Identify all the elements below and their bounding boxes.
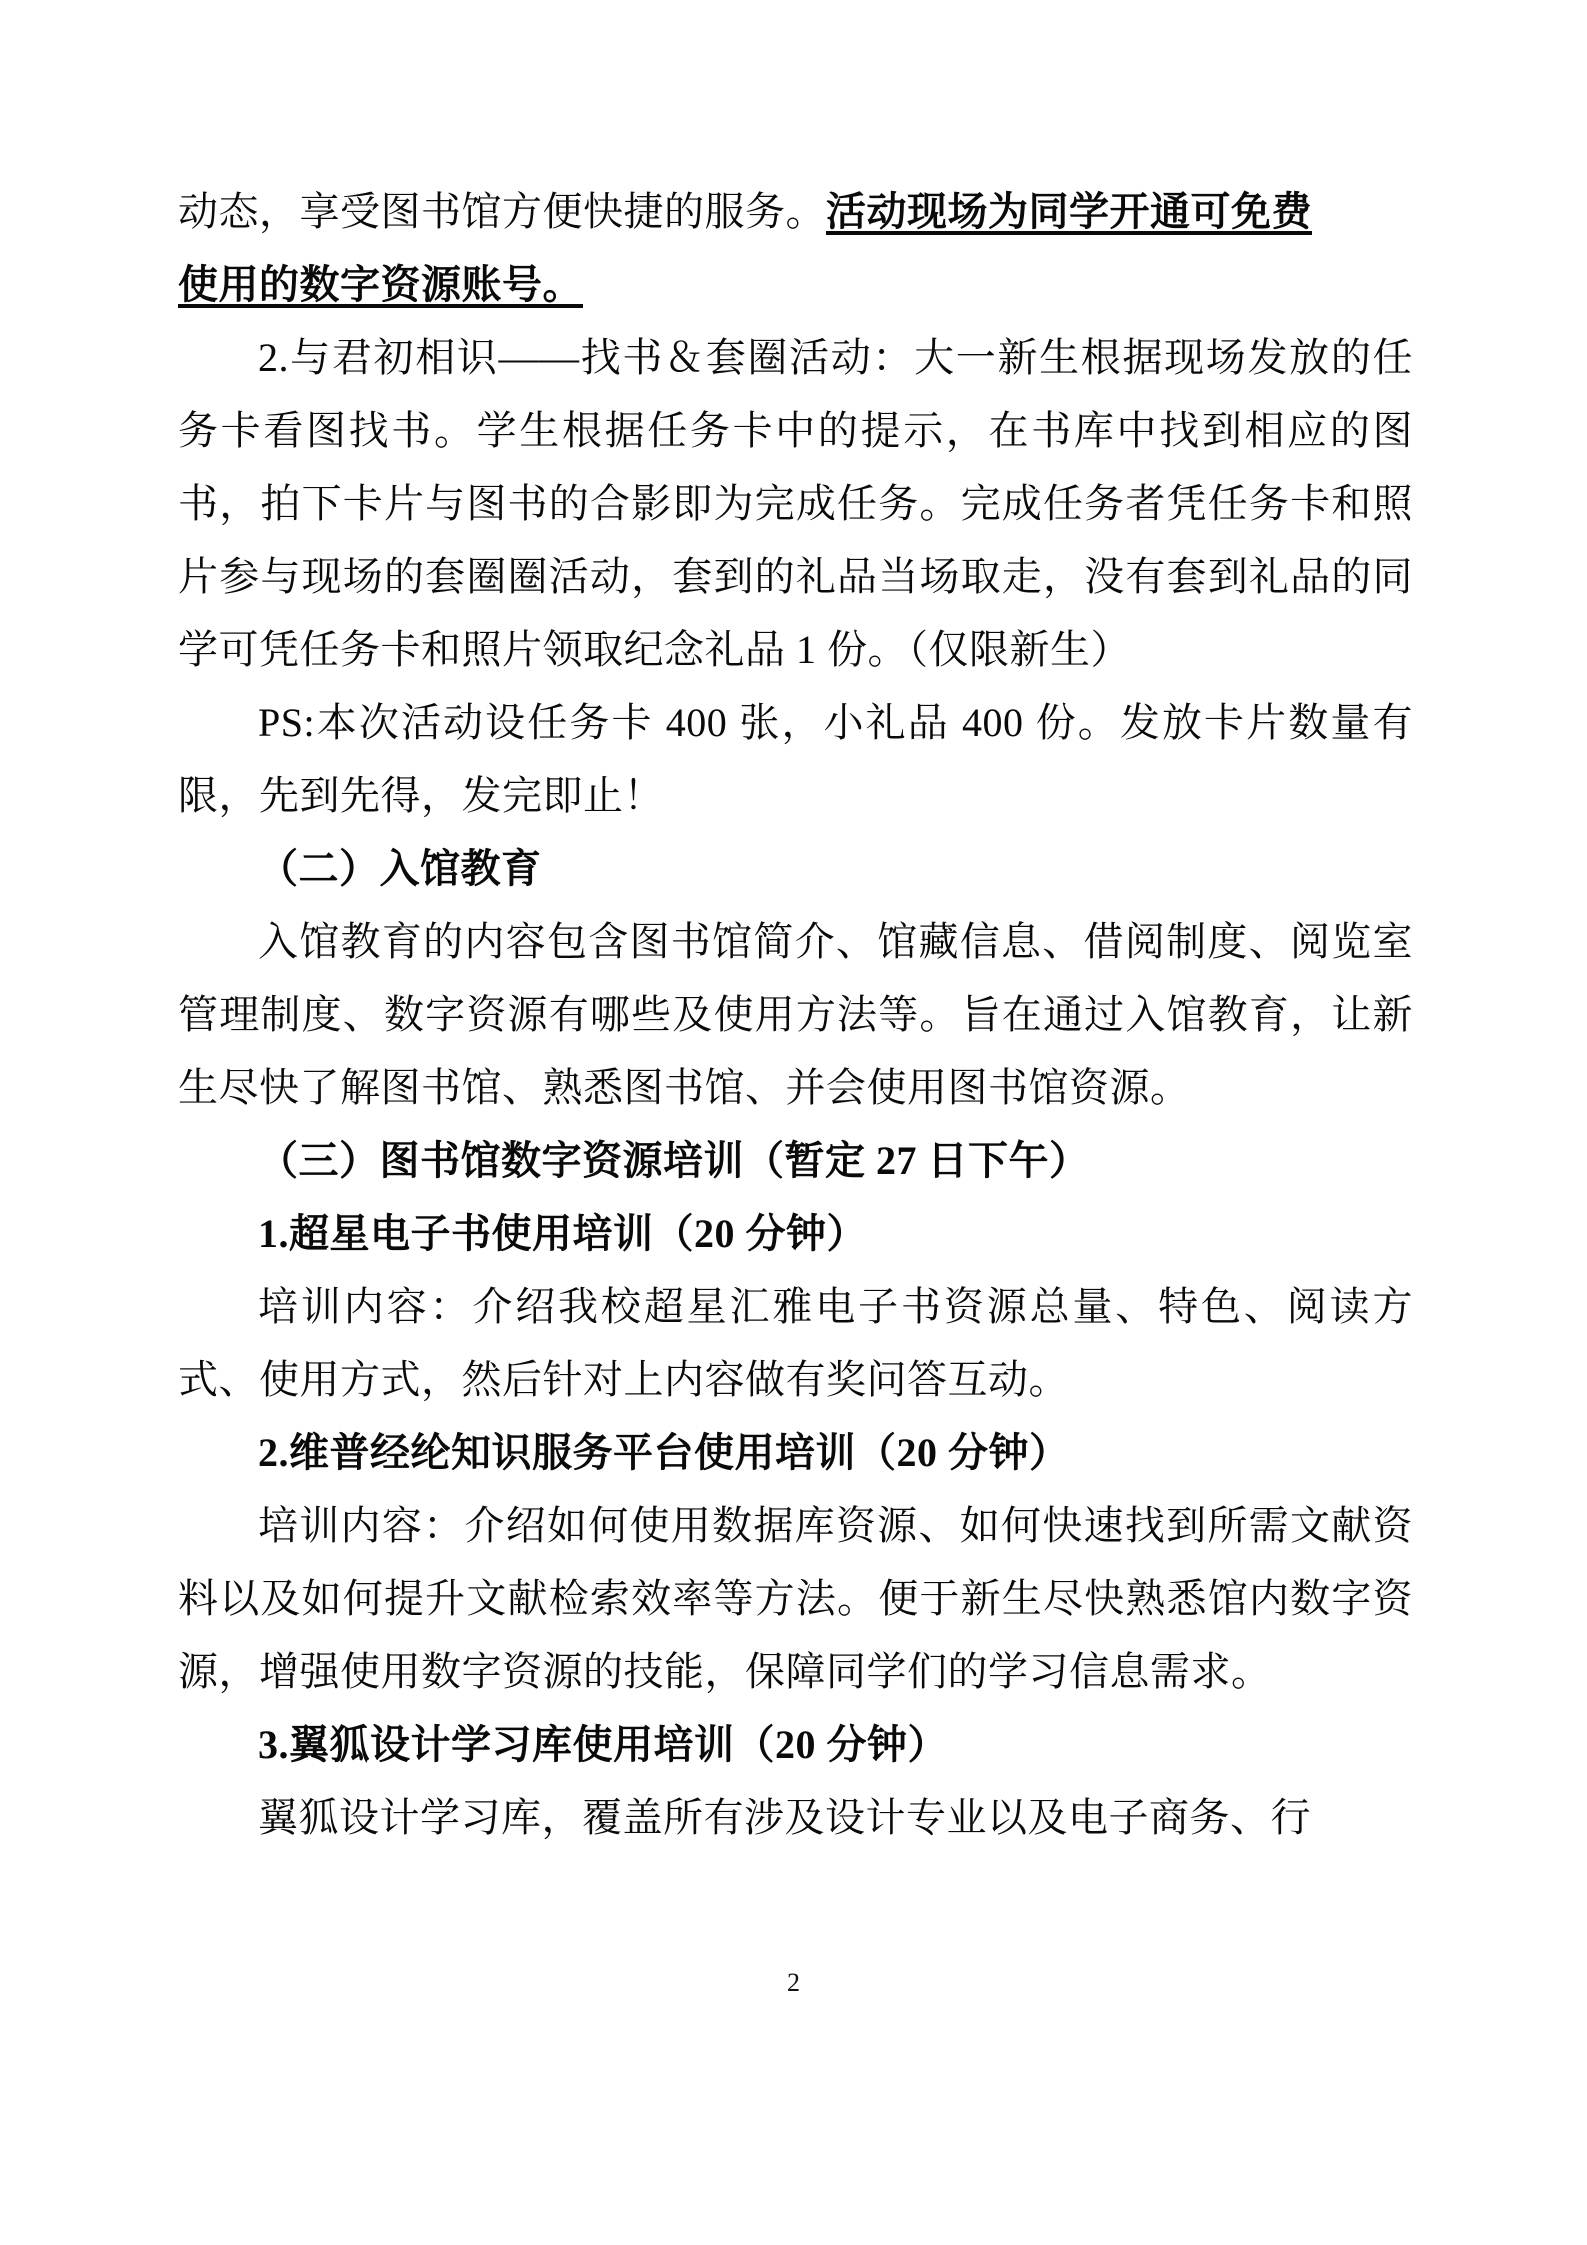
paragraph <box>178 905 1413 1124</box>
paragraph <box>178 1124 1413 1197</box>
paragraph <box>178 1416 1413 1489</box>
text-run: 活动现场为同学开通可免费 <box>826 189 1312 234</box>
text-run: 培训内容：介绍如何使用数据库资源、如何快速找到所需文献资料以及如何提升文献检索效率等方法。便于新生尽快熟悉馆内数字资源，增强使用数字资源的技能，保障同学们的学习信息需求。 <box>178 1503 1413 1694</box>
paragraph <box>178 832 1413 905</box>
paragraph <box>178 1197 1413 1270</box>
text-run: 1.超星电子书使用培训（20 分钟） <box>258 1211 867 1256</box>
paragraph <box>178 248 1413 321</box>
paragraph <box>178 175 1413 248</box>
text-run: 翼狐设计学习库，覆盖所有涉及设计专业以及电子商务、行 <box>258 1795 1311 1840</box>
text-run: （三）图书馆数字资源培训（暂定 27 日下午） <box>258 1138 1090 1183</box>
text-run: 培训内容：介绍我校超星汇雅电子书资源总量、特色、阅读方式、使用方式，然后针对上内容做有奖问答互动。 <box>178 1284 1413 1402</box>
paragraph <box>178 1781 1413 1854</box>
text-run: 3.翼狐设计学习库使用培训（20 分钟） <box>258 1722 948 1767</box>
page-number: 2 <box>787 1968 800 1997</box>
text-run: 入馆教育的内容包含图书馆简介、馆藏信息、借阅制度、阅览室管理制度、数字资源有哪些及使用方法等。旨在通过入馆教育，让新生尽快了解图书馆、熟悉图书馆、并会使用图书馆资源。 <box>178 919 1413 1110</box>
text-run: （二）入馆教育 <box>258 846 542 891</box>
text-run: 动态，享受图书馆方便快捷的服务。 <box>178 189 826 234</box>
paragraph <box>178 1708 1413 1781</box>
text-run: 使用的数字资源账号。 <box>178 262 583 307</box>
text-run: 2.与君初相识——找书＆套圈活动：大一新生根据现场发放的任务卡看图找书。学生根据任务卡中的提示，在书库中找到相应的图书，拍下卡片与图书的合影即为完成任务。完成任务者凭任务卡和照片参与现场的套圈圈活动，套到的礼品当场取走，没有套到礼品的同学可凭任务卡和照片领取纪念礼品 1 份。（仅限新生） <box>178 335 1413 672</box>
text-run: PS:本次活动设任务卡 400 张，小礼品 400 份。发放卡片数量有限，先到先得，发完即止！ <box>178 700 1413 818</box>
paragraph <box>178 1270 1413 1416</box>
paragraph <box>178 1489 1413 1708</box>
paragraph <box>178 321 1413 686</box>
paragraph <box>178 686 1413 832</box>
text-run: 2.维普经纶知识服务平台使用培训（20 分钟） <box>258 1430 1070 1475</box>
document-body <box>178 175 1413 1854</box>
